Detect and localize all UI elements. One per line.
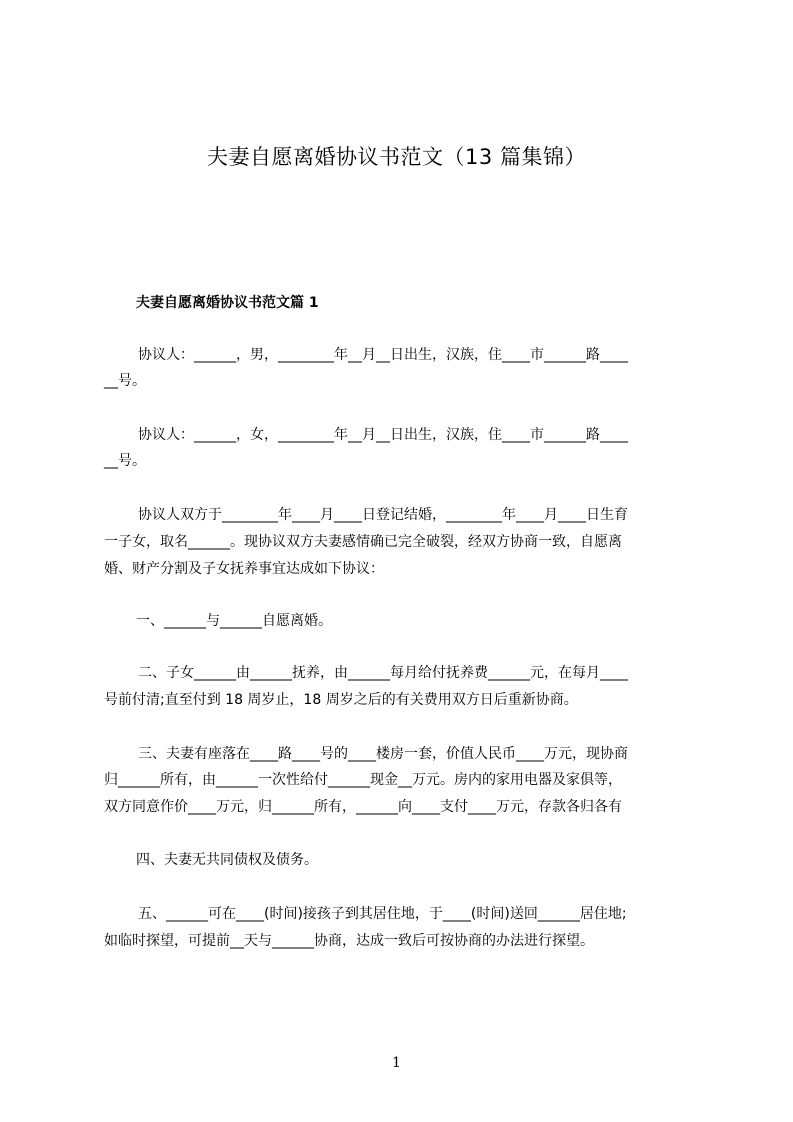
marriage-line-1: 协议人双方于________年____月____日登记结婚，________年____月____日生育: [138, 507, 628, 523]
party-male-line-1: 协议人：______，男，________年__月__日出生，汉族，住____市______路____: [138, 347, 628, 363]
page-number: 1: [392, 1055, 401, 1071]
clause-5-line-1: 五、______可在____(时间)接孩子到其居住地，于____(时间)送回______居住地;: [138, 906, 627, 922]
party-female-line-2: __号。: [104, 453, 146, 469]
clause-3-line-1: 三、夫妻有座落在____路____号的____楼房一套，价值人民币____万元，现协商: [138, 746, 628, 762]
clause-2-line-1: 二、子女______由______抚养，由______每月给付抚养费______元，在每月____: [138, 665, 628, 681]
clause-5-line-2: 如临时探望，可提前__天与______协商，达成一致后可按协商的办法进行探望。: [104, 933, 594, 949]
party-female-line-1: 协议人：______，女，________年__月__日出生，汉族，住____市______路____: [138, 427, 628, 443]
party-male-line-2: __号。: [104, 373, 146, 389]
clause-3-line-3: 双方同意作价____万元，归______所有，______向____支付____万元，存款各归各有: [104, 799, 622, 815]
clause-2-line-2: 号前付清;直至付到 18 周岁止，18 周岁之后的有关费用双方日后重新协商。: [104, 692, 578, 708]
marriage-line-2: 一子女，取名______。现协议双方夫妻感情确已完全破裂，经双方协商一致，自愿离: [104, 534, 622, 550]
clause-3-line-2: 归______所有，由______一次性给付______现金__万元。房内的家用电器及家俱等，: [104, 772, 622, 788]
marriage-line-3: 婚、财产分割及子女抚养事宜达成如下协议：: [104, 561, 384, 577]
document-title: 夫妻自愿离婚协议书范文（13 篇集锦）: [207, 145, 586, 169]
clause-4-line-1: 四、夫妻无共同债权及债务。: [136, 852, 318, 868]
clause-1-line-1: 一、______与______自愿离婚。: [136, 613, 332, 629]
section-heading: 夫妻自愿离婚协议书范文篇 1: [136, 295, 319, 311]
